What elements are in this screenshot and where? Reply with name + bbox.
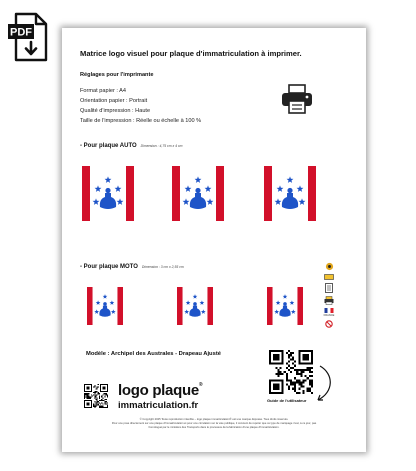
moto-dimension: Dimension : 3 cm x 2,55 cm (141, 265, 184, 269)
flag-tiki-head (287, 188, 292, 193)
setting-paper-format: Format papier : A4 (80, 88, 127, 94)
brand-name: logo plaque (118, 382, 199, 399)
auto-section-label: - Pour plaque AUTO (80, 143, 137, 149)
setting-orientation: Orientation papier : Portrait (80, 98, 148, 104)
flag-red-band-right (297, 287, 303, 325)
auto-section-heading (80, 143, 183, 149)
cogs-icon (325, 262, 334, 271)
flag-red-band-left (264, 166, 272, 221)
setting-scale: Taille de l'impression : Réelle ou échelle à 100 % (80, 118, 202, 124)
moto-flag-3 (267, 287, 303, 325)
pdf-badge-label: PDF (10, 26, 32, 39)
printer-settings-heading: Réglages pour l'imprimante (80, 72, 154, 78)
printer-icon (280, 84, 314, 114)
document-sheet (62, 28, 366, 452)
flag-red-band-right (207, 287, 213, 325)
auto-flag-2 (172, 166, 224, 221)
flag-red-band-right (126, 166, 134, 221)
flag-tiki-head (283, 302, 287, 306)
footer-disclaimer-2: homologué par le ministère des Transports dans le processus de la fabrication d'une plaque d'immatriculation. (148, 426, 280, 430)
austral-islands-flag-art (177, 287, 213, 325)
brand-qr-code[interactable] (84, 384, 108, 408)
moto-section-label: - Pour plaque MOTO (80, 264, 138, 270)
austral-islands-flag-art (87, 287, 123, 325)
flag-red-band-right (216, 166, 224, 221)
moto-flag-1 (87, 287, 123, 325)
printer-small-icon (324, 296, 334, 305)
moto-section-heading (80, 264, 184, 270)
document-icon (325, 283, 333, 293)
model-label: Modèle : Archipel des Australes - Drapeau Ajusté (86, 351, 221, 357)
guide-qr-code[interactable] (269, 350, 313, 394)
austral-islands-flag-art (82, 166, 134, 221)
flag-red-band-left (177, 287, 183, 325)
flag-red-band-left (172, 166, 180, 221)
curved-arrow-icon (314, 364, 336, 404)
brand-registered-mark: ® (198, 382, 203, 388)
document-title: Matrice logo visuel pour plaque d'immatriculation à imprimer. (80, 49, 302, 58)
brand-domain: immatriculation.fr (118, 400, 199, 411)
flag-tiki-head (105, 188, 110, 193)
footer-disclaimer-1: Pour une pose directement sur une plaque d'immatriculation et pour une circulation sur la voie publique, il convient de repérer que ce type de marquage n'est, à ce jour, pas (111, 422, 317, 426)
pdf-file-icon (8, 12, 48, 62)
flag-tiki-head (103, 302, 107, 306)
flag-tiki-head (195, 188, 200, 193)
france-label: FRANCE (323, 314, 335, 317)
brand-logo-text (118, 382, 202, 399)
auto-flag-3 (264, 166, 316, 221)
austral-islands-flag-art (267, 287, 303, 325)
auto-flag-1 (82, 166, 134, 221)
label-icon (324, 274, 334, 280)
guide-label: Guide de l'utilisateur (267, 398, 307, 403)
setting-quality: Qualité d'impression : Haute (80, 108, 151, 114)
side-icons (322, 262, 336, 331)
flag-red-band-right (308, 166, 316, 221)
flag-red-band-left (87, 287, 93, 325)
flag-red-band-left (82, 166, 90, 221)
flag-red-band-right (117, 287, 123, 325)
austral-islands-flag-art (172, 166, 224, 221)
printer-settings-list (80, 86, 201, 126)
auto-dimension: Dimension : 4,75 cm x 4 cm (140, 144, 183, 148)
austral-islands-flag-art (264, 166, 316, 221)
flag-tiki-head (193, 302, 197, 306)
no-entry-icon (325, 320, 333, 328)
flag-red-band-left (267, 287, 273, 325)
france-flag-icon (324, 308, 334, 313)
footer-copyright: © Copyright 2025 Toute reproduction interdite – logo plaque immatriculation® est une marque déposée. Tous droits réservés. (139, 418, 289, 421)
footer-legal (72, 418, 356, 431)
moto-flag-2 (177, 287, 213, 325)
